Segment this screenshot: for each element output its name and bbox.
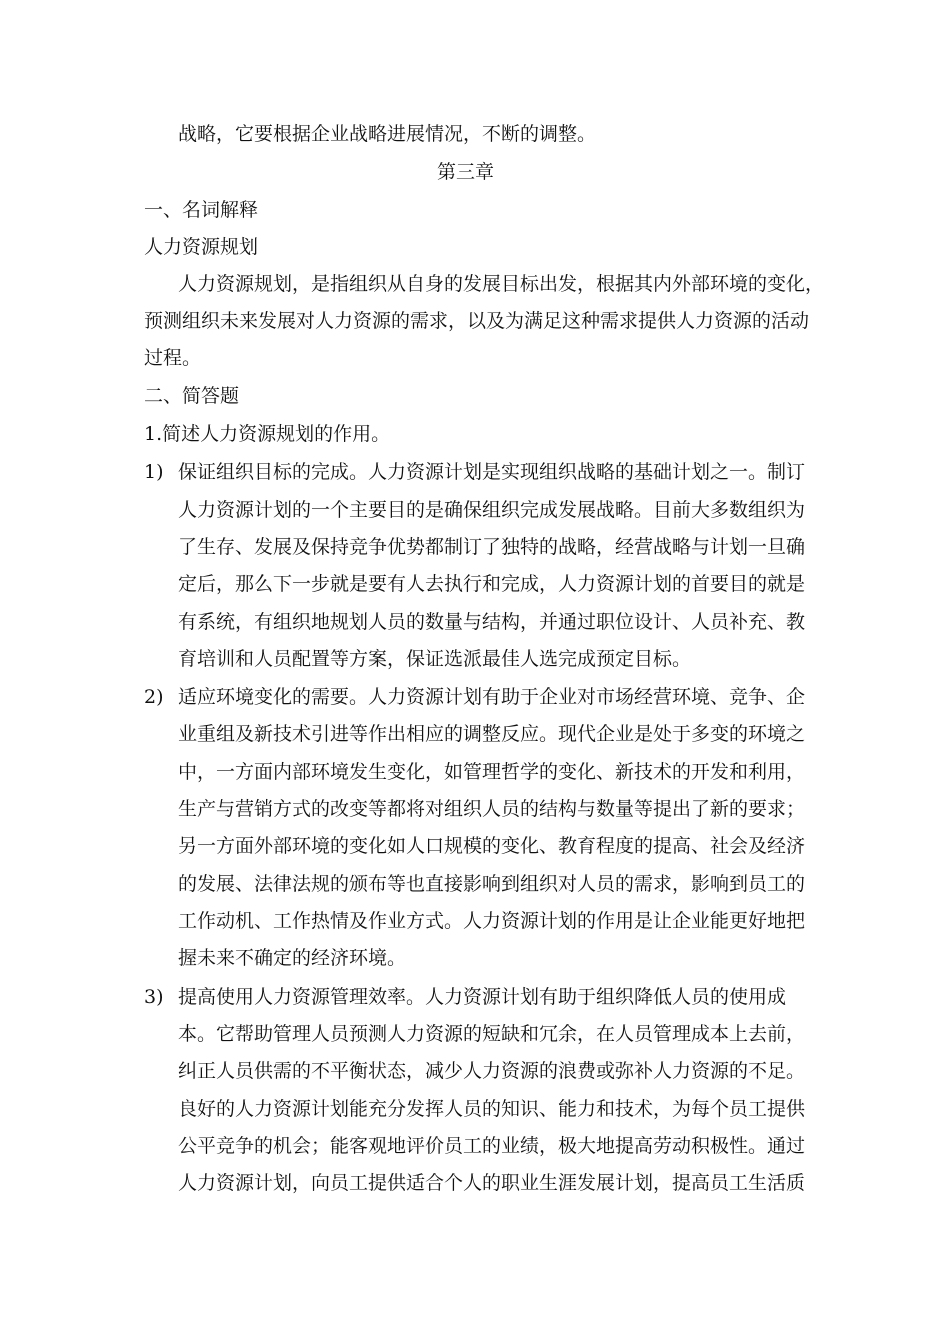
list-item-line: 握未来不确定的经济环境。 xyxy=(178,947,407,969)
list-item-line: 定后，那么下一步就是要有人去执行和完成，人力资源计划的首要目的就是 xyxy=(178,573,806,595)
list-item-line: 另一方面外部环境的变化如人口规模的变化、教育程度的提高、社会及经济 xyxy=(178,835,806,857)
list-item-number: 1) xyxy=(144,461,164,483)
definition-line: 预测组织未来发展对人力资源的需求，以及为满足这种需求提供人力资源的活动 xyxy=(144,310,810,332)
list-item-line: 人力资源计划的一个主要目的是确保组织完成发展战略。目前大多数组织为 xyxy=(178,499,806,521)
list-item-line: 工作动机、工作热情及作业方式。人力资源计划的作用是让企业能更好地把 xyxy=(178,910,806,932)
list-item-line: 生产与营销方式的改变等都将对组织人员的结构与数量等提出了新的要求； xyxy=(178,798,806,820)
list-item-line: 业重组及新技术引进等作出相应的调整反应。现代企业是处于多变的环境之 xyxy=(178,723,806,745)
definition-line: 过程。 xyxy=(144,347,202,369)
section-heading-short-answer: 二、简答题 xyxy=(144,385,240,407)
list-item-line: 了生存、发展及保持竞争优势都制订了独特的战略，经营战略与计划一旦确 xyxy=(178,536,806,558)
list-item-line: 提高使用人力资源管理效率。人力资源计划有助于组织降低人员的使用成 xyxy=(178,986,787,1008)
chapter-title: 第三章 xyxy=(437,161,495,183)
definition-line: 人力资源规划，是指组织从自身的发展目标出发，根据其内外部环境的变化， xyxy=(178,273,825,295)
list-item-line: 人力资源计划，向员工提供适合个人的职业生涯发展计划，提高员工生活质 xyxy=(178,1172,806,1194)
list-item-line: 保证组织目标的完成。人力资源计划是实现组织战略的基础计划之一。制订 xyxy=(178,461,806,483)
list-item-line: 本。它帮助管理人员预测人力资源的短缺和冗余，在人员管理成本上去前， xyxy=(178,1023,806,1045)
list-item-line: 纠正人员供需的不平衡状态，减少人力资源的浪费或弥补人力资源的不足。 xyxy=(178,1060,806,1082)
question-heading: 1.简述人力资源规划的作用。 xyxy=(144,423,391,445)
list-item-number: 3) xyxy=(144,986,164,1008)
list-item-line: 的发展、法律法规的颁布等也直接影响到组织对人员的需求，影响到员工的 xyxy=(178,873,806,895)
list-item-line: 中，一方面内部环境发生变化，如管理哲学的变化、新技术的开发和利用， xyxy=(178,761,806,783)
list-item-number: 2) xyxy=(144,686,164,708)
term-heading: 人力资源规划 xyxy=(144,236,259,258)
list-item-line: 适应环境变化的需要。人力资源计划有助于企业对市场经营环境、竞争、企 xyxy=(178,686,806,708)
section-heading-terms: 一、名词解释 xyxy=(144,199,259,221)
list-item-line: 育培训和人员配置等方案，保证选派最佳人选完成预定目标。 xyxy=(178,648,692,670)
continuation-line: 战略，它要根据企业战略进展情况，不断的调整。 xyxy=(178,123,597,145)
list-item-line: 公平竞争的机会；能客观地评价员工的业绩，极大地提高劳动积极性。通过 xyxy=(178,1135,806,1157)
list-item-line: 有系统，有组织地规划人员的数量与结构，并通过职位设计、人员补充、教 xyxy=(178,611,806,633)
list-item-line: 良好的人力资源计划能充分发挥人员的知识、能力和技术，为每个员工提供 xyxy=(178,1098,806,1120)
